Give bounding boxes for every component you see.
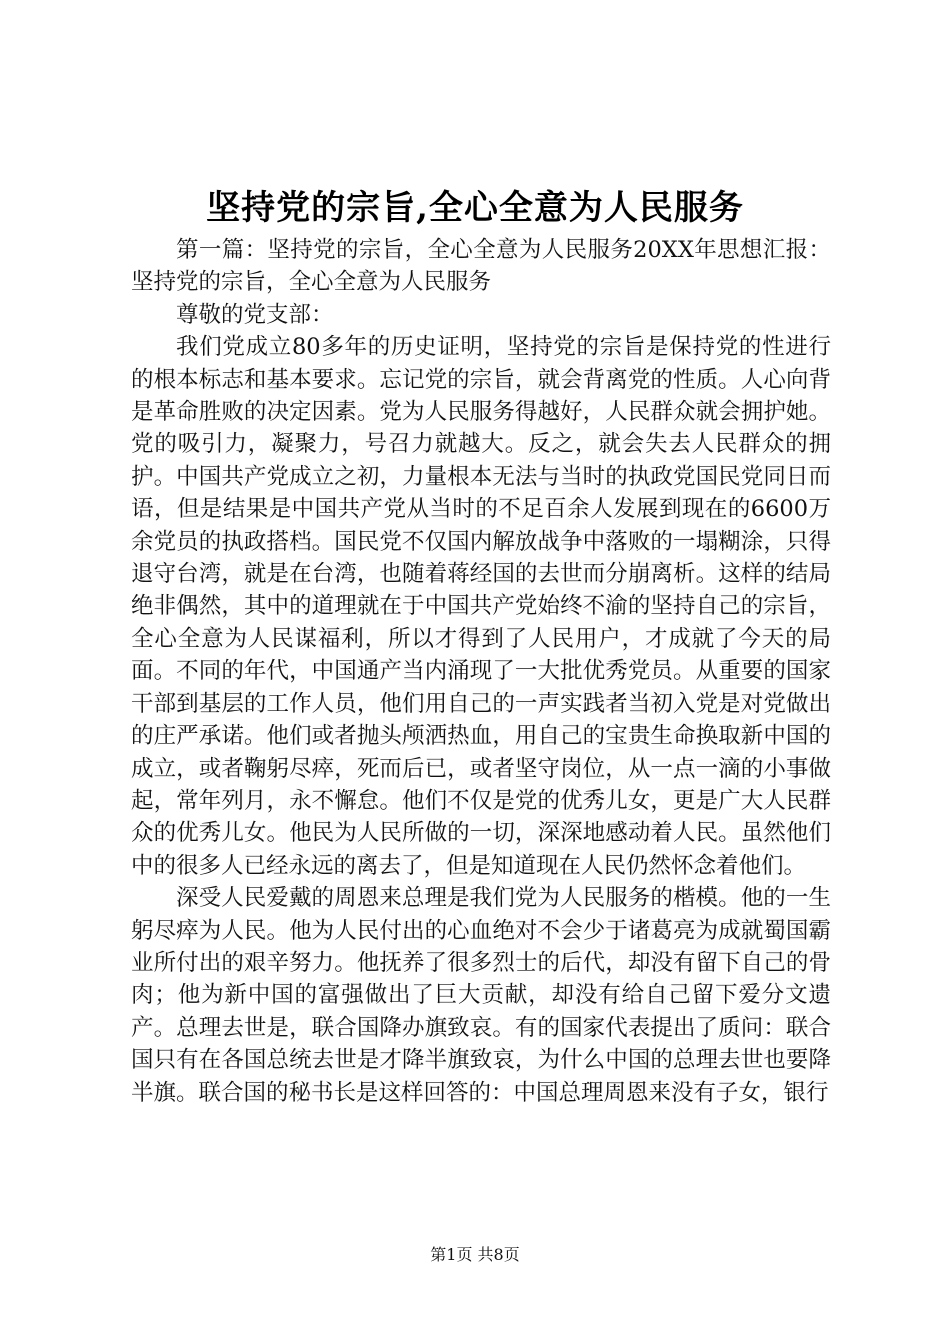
paragraph-salutation: 尊敬的党支部： xyxy=(176,301,334,328)
paragraph-zhou-enlai: 深受人民爱戴的周恩来总理是我们党为人民服务的楷模。他的一生躬尽瘁为人民。他为人民付出的心血绝对不会少于诸葛亮为成就蜀国霸业所付出的艰辛努力。他抚养了很多烈士的后代，却没有留下自己的骨肉；他为新中国的富强做出了巨大贡献，却没有给自己留下爱分文遗产。总理去世是，联合国降办旗致哀。有的国家代表提出了质问：联合国只有在各国总统去世是才降半旗致哀，为什么中国的总理去世也要降半旗。联合国的秘书长是这样回答的：中国总理周恩来没有子女，银行 xyxy=(131,885,831,1106)
paragraph-history: 我们党成立80多年的历史证明，坚持党的宗旨是保持党的性进行的根本标志和基本要求。忘记党的宗旨，就会背离党的性质。人心向背是革命胜败的决定因素。党为人民服务得越好，人民群众就会拥护她。党的吸引力，凝聚力，号召力就越大。反之，就会失去人民群众的拥护。中国共产党成立之初，力量根本无法与当时的执政党国民党同日而语，但是结果是中国共产党从当时的不足百余人发展到现在的6600万余党员的执政搭档。国民党不仅国内解放战争中落败的一塌糊涂，只得退守台湾，就是在台湾，也随着蒋经国的去世而分崩离析。这样的结局绝非偶然，其中的道理就在于中国共产党始终不渝的坚持自己的宗旨，全心全意为人民谋福利，所以才得到了人民用户，才成就了今天的局面。不同的年代，中国通产当内涌现了一大批优秀党员。从重要的国家干部到基层的工作人员，他们用自己的一声实践者当初入党是对党做出的庄严承诺。他们或者抛头颅洒热血，用自己的宝贵生命换取新中国的成立，或者鞠躬尽瘁，死而后已，或者坚守岗位，从一点一滴的小事做起，常年列月，永不懈怠。他们不仅是党的优秀儿女，更是广大人民群众的优秀儿女。他民为人民所做的一切，深深地感动着人民。虽然他们中的很多人已经永远的离去了，但是知道现在人民仍然怀念着他们。 xyxy=(131,334,831,879)
document-title: 坚持党的宗旨,全心全意为人民服务 xyxy=(206,188,744,228)
page-number-footer: 第1页 共8页 xyxy=(430,1245,520,1264)
document-body xyxy=(131,234,831,1109)
paragraph-intro: 第一篇：坚持党的宗旨，全心全意为人民服务20XX年思想汇报：坚持党的宗旨，全心全意为人民服务 xyxy=(131,237,831,296)
